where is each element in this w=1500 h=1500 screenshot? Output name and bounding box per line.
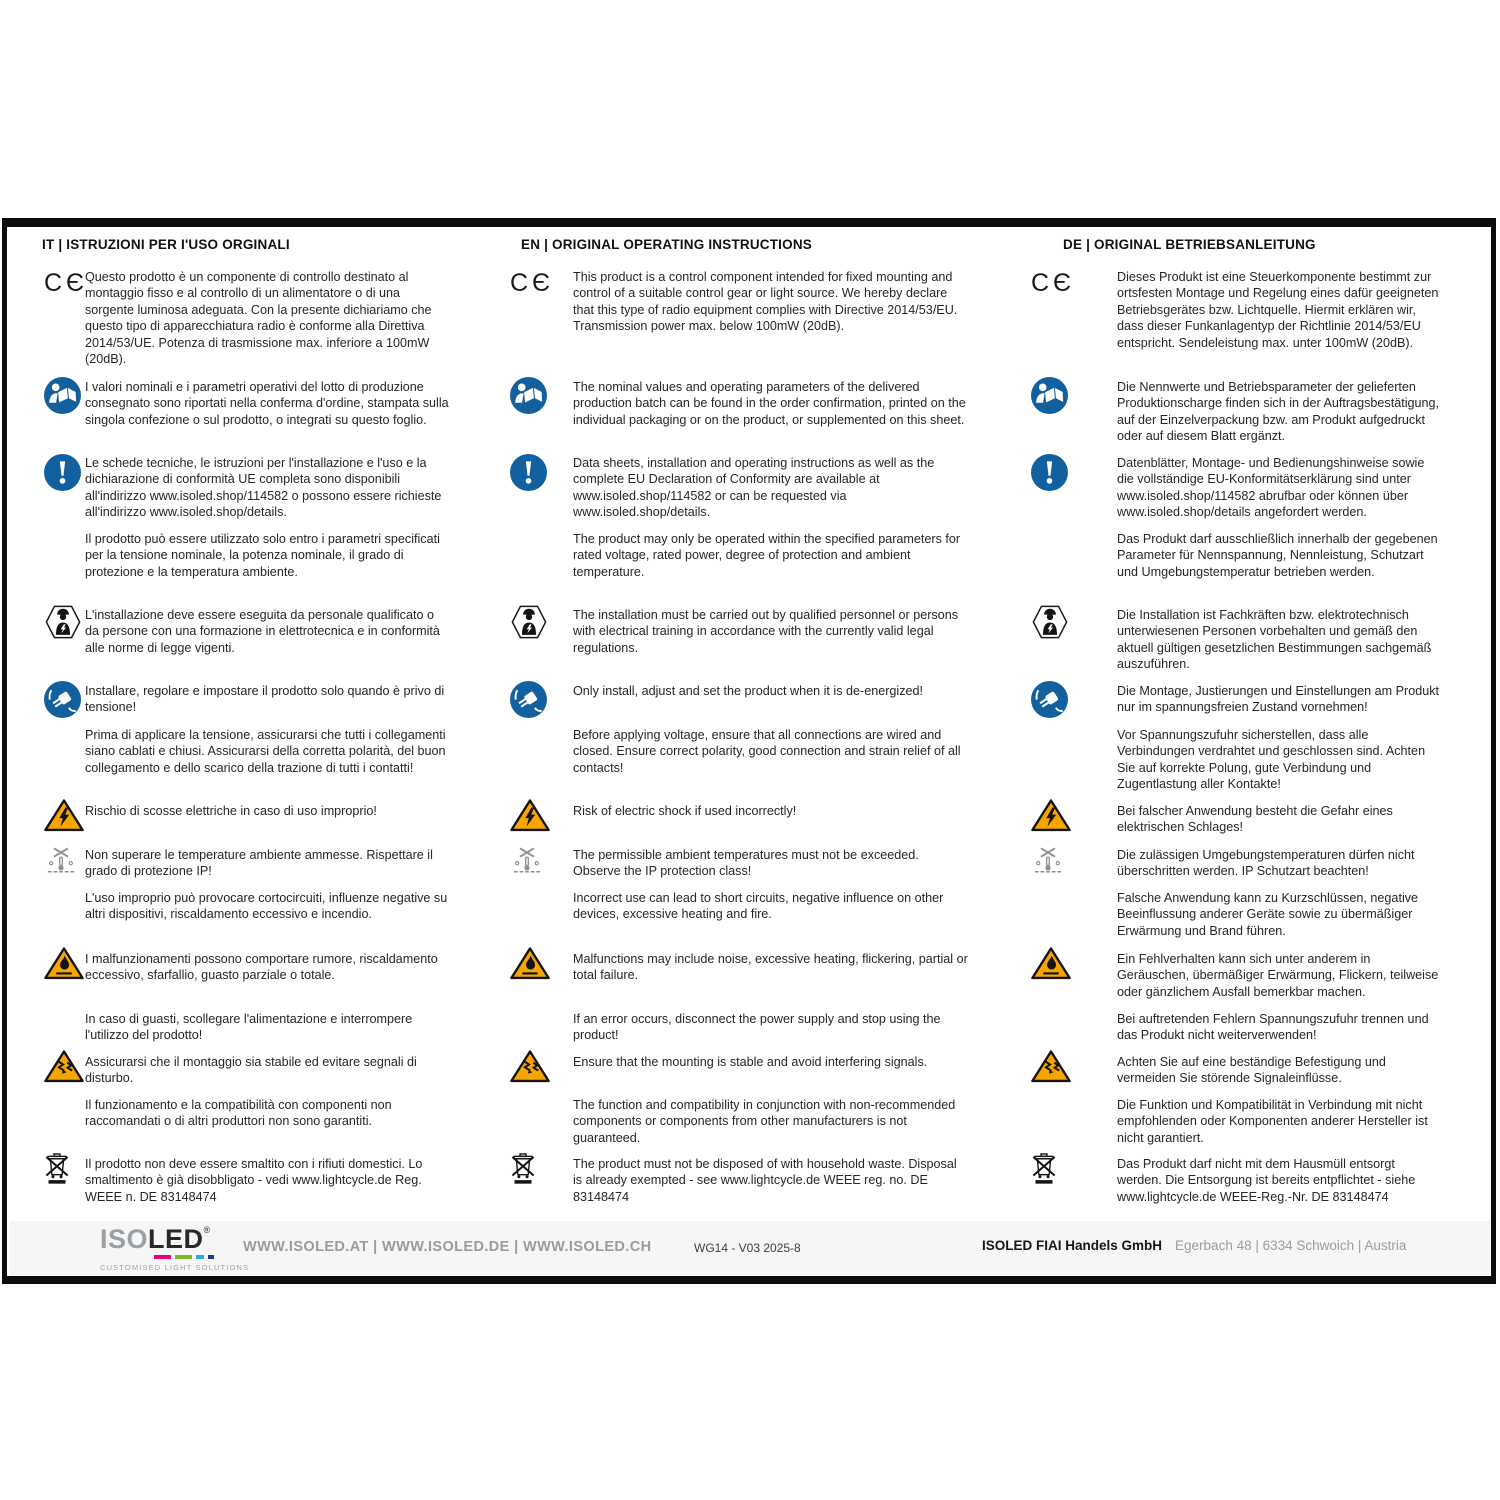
de-paragraph-disposal: Das Produkt darf nicht mit dem Hausmüll entsorgt werden. Die Entsorgung ist bereits entpflichtet - siehe www.lightcycle.de WEEE-Reg.-Nr. DE 83148474: [1117, 1157, 1416, 1204]
en-paragraph-malfunctions: Malfunctions may include noise, excessive heating, flickering, partial or total failure.: [573, 952, 968, 983]
column-header-en: EN | ORIGINAL OPERATING INSTRUCTIONS: [521, 237, 812, 252]
logo-bar-green: [175, 1255, 192, 1259]
it-paragraph-mounting: Assicurarsi che il montaggio sia stabile ed evitare segnali di disturbo.: [85, 1055, 417, 1086]
de-paragraph-error: Bei auftretenden Fehlern Spannungszufuhr trennen und das Produkt nicht weiterverwenden!: [1117, 1012, 1429, 1043]
it-paragraph-malfunctions: I malfunzionamenti possono comportare rumore, riscaldamento eccessivo, sfarfallio, guasto parziale o totale.: [85, 952, 438, 983]
footer-company-line: [982, 1238, 1406, 1253]
en-paragraph-disposal: The product must not be disposed of with household waste. Disposal is already exempted - see www.lightcycle.de WEEE reg. no. DE 83148474: [573, 1157, 957, 1204]
de-paragraph-mounting: Achten Sie auf eine beständige Befestigung und vermeiden Sie störende Signaleinflüsse.: [1117, 1055, 1386, 1086]
ce-mark-icon: CЄ: [44, 269, 89, 297]
logo-bar-darkblue: [208, 1255, 214, 1259]
column-header-de: DE | ORIGINAL BETRIEBSANLEITUNG: [1063, 237, 1316, 252]
en-paragraph-datasheets: Data sheets, installation and operating instructions as well as the complete EU Declaration of Conformity are available at www.isoled.shop/114582 or can be requested via www.isoled.shop/details.: [573, 456, 935, 520]
en-paragraph-shock: Risk of electric shock if used incorrectly!: [573, 804, 797, 818]
de-paragraph-parameters: Das Produkt darf ausschließlich innerhalb der gegebenen Parameter für Nennspannung, Nennleistung, Schutzart und Umgebungstemperatur betrieben werden.: [1117, 532, 1438, 579]
en-paragraph-before-voltage: Before applying voltage, ensure that all connections are wired and closed. Ensure correct polarity, good connection and strain relief of all contacts!: [573, 728, 961, 775]
en-paragraph-ce: This product is a control component intended for fixed mounting and control of a suitable control gear or light source. We hereby declare that this type of radio equipment complies with Directive 2014/53/EU. Transmission power max. below 100mW (20dB).: [573, 270, 958, 334]
en-paragraph-error: If an error occurs, disconnect the power supply and stop using the product!: [573, 1012, 941, 1043]
footer-document-code: WG14 - V03 2025-8: [694, 1241, 801, 1255]
de-paragraph-compatibility: Die Funktion und Kompatibilität in Verbindung mit nicht empfohlenden oder Komponenten anderer Hersteller ist nicht garantiert.: [1117, 1098, 1428, 1145]
ce-mark-icon: CЄ: [510, 269, 555, 297]
it-paragraph-parameters: Il prodotto può essere utilizzato solo entro i parametri specificati per la tensione nominale, la potenza nominale, il grado di protezione e la temperatura ambiente.: [85, 532, 440, 579]
it-paragraph-compatibility: Il funzionamento e la compatibilità con componenti non raccomandati o di altri produttori non sono garantiti.: [85, 1098, 392, 1129]
de-paragraph-installation: Die Installation ist Fachkräften bzw. elektrotechnisch unterwiesenen Personen vorbehalten und gemäß den aktuell gültigen gesetzlichen Bestimmungen sachgemäß auszuführen.: [1117, 608, 1432, 672]
logo-bar-blue: [196, 1255, 204, 1259]
de-paragraph-incorrect-use: Falsche Anwendung kann zu Kurzschlüssen, negative Beeinflussung anderer Geräte sowie zu übermäßiger Erwärmung und Brand führen.: [1117, 891, 1419, 938]
logo-registered-mark: ®: [203, 1225, 211, 1235]
logo-led-text: LED: [148, 1224, 204, 1254]
logo-iso-text: ISO: [100, 1224, 149, 1254]
it-paragraph-installation: L'installazione deve essere eseguita da personale qualificato o da persone con una formazione in elettrotecnica e in conformità alle norme di legge vigenti.: [85, 608, 440, 655]
it-paragraph-shock: Rischio di scosse elettriche in caso di uso improprio!: [85, 804, 377, 818]
en-paragraph-installation: The installation must be carried out by qualified personnel or persons with electrical training in accordance with the currently valid legal regulations.: [573, 608, 959, 655]
it-paragraph-deenergized: Installare, regolare e impostare il prodotto solo quando è privo di tensione!: [85, 684, 445, 715]
page-border-frame: [2, 218, 1496, 1284]
it-paragraph-datasheets: Le schede tecniche, le istruzioni per l'installazione e l'uso e la dichiarazione di conformità UE completa sono disponibili all'indirizzo www.isoled.shop/114582 o possono essere richieste all'indirizzo www.isoled.shop/details.: [85, 456, 442, 520]
isoled-logo: [100, 1226, 249, 1272]
en-paragraph-parameters: The product may only be operated within the specified parameters for rated voltage, rated power, degree of protection and ambient temperature.: [573, 532, 961, 579]
de-paragraph-temperature: Die zulässigen Umgebungstemperaturen dürfen nicht überschritten werden. IP Schutzart beachten!: [1117, 848, 1415, 879]
en-paragraph-incorrect-use: Incorrect use can lead to short circuits, negative influence on other devices, excessive heating and fire.: [573, 891, 944, 922]
de-paragraph-before-voltage: Vor Spannungszufuhr sicherstellen, dass alle Verbindungen verdrahtet und geschlossen sind. Achten Sie auf korrekte Polung, gute Verbindung und Zugentlastung aller Kontakte!: [1117, 728, 1426, 792]
it-paragraph-incorrect-use: L'uso improprio può provocare cortocircuiti, influenze negative su altri dispositivi, riscaldamento eccessivo e incendio.: [85, 891, 448, 922]
logo-bar-pink: [154, 1255, 171, 1259]
ce-mark-icon: CЄ: [1031, 269, 1076, 297]
footer-company-name: ISOLED FIAI Handels GmbH: [982, 1238, 1163, 1253]
de-paragraph-ce: Dieses Produkt ist eine Steuerkomponente bestimmt zur ortsfesten Montage und Regelung eines dafür geeigneten Betriebsgerätes bzw. Lichtquelle. Hiermit erklären wir, dass dieser Funkanlagentyp der Richtlinie 2014/53/EU entspricht. Sendeleistung max. unter 100mW (20dB).: [1117, 270, 1439, 350]
de-paragraph-deenergized: Die Montage, Justierungen und Einstellungen am Produkt nur im spannungsfreien Zustand vornehmen!: [1117, 684, 1440, 715]
it-paragraph-nominal-values: I valori nominali e i parametri operativi del lotto di produzione consegnato sono riportati nella conferma d'ordine, stampata sulla singola confezione o sul prodotto, o integrati su questo foglio.: [85, 380, 449, 427]
it-paragraph-ce: Questo prodotto è un componente di controllo destinato al montaggio fisso e al controllo di un alimentatore o di una sorgente luminosa adeguata. Con la presente dichiariamo che questo tipo di apparecchiatura radio è conforme alla Direttiva 2014/53/UE. Potenza di trasmissione max. inferiore a 100mW (20dB).: [85, 270, 432, 367]
de-paragraph-shock: Bei falscher Anwendung besteht die Gefahr eines elektrischen Schlages!: [1117, 804, 1393, 835]
en-paragraph-compatibility: The function and compatibility in conjunction with non-recommended components or components from other manufacturers is not guaranteed.: [573, 1098, 956, 1145]
en-paragraph-mounting: Ensure that the mounting is stable and avoid interfering signals.: [573, 1055, 928, 1069]
it-paragraph-error: In caso di guasti, scollegare l'alimentazione e interrompere l'utilizzo del prodotto!: [85, 1012, 413, 1043]
de-paragraph-nominal-values: Die Nennwerte und Betriebsparameter der gelieferten Produktionscharge finden sich in der Auftragsbestätigung, auf der Einzelverpackung bzw. am Produkt aufgedruckt oder auf diesem Blatt ergänzt.: [1117, 380, 1440, 444]
it-paragraph-before-voltage: Prima di applicare la tensione, assicurarsi che tutti i collegamenti siano cablati e chiusi. Assicurarsi della corretta polarità, del buon collegamento e dello scarico della trazione di tutti i contatti!: [85, 728, 446, 775]
en-paragraph-deenergized: Only install, adjust and set the product when it is de-energized!: [573, 684, 924, 698]
en-paragraph-nominal-values: The nominal values and operating parameters of the delivered production batch can be found in the order confirmation, printed on the individual packaging or on the product, or supplemented on this sheet.: [573, 380, 966, 427]
footer-websites: WWW.ISOLED.AT | WWW.ISOLED.DE | WWW.ISOLED.CH: [243, 1239, 652, 1255]
logo-tagline: CUSTOMISED LIGHT SOLUTIONS: [100, 1262, 250, 1272]
it-paragraph-temperature: Non superare le temperature ambiente ammesse. Rispettare il grado di protezione IP!: [85, 848, 433, 879]
en-paragraph-temperature: The permissible ambient temperatures must not be exceeded. Observe the IP protection class!: [573, 848, 919, 879]
it-paragraph-disposal: Il prodotto non deve essere smaltito con i rifiuti domestici. Lo smaltimento è già disobbligato - vedi www.lightcycle.de Reg. WEEE n. DE 83148474: [85, 1157, 423, 1204]
isoled-logo-wordmark: [100, 1226, 249, 1253]
de-paragraph-malfunctions: Ein Fehlverhalten kann sich unter anderem in Geräuschen, übermäßiger Erwärmung, Flickern, teilweise oder gänzlichem Ausfall bemerkbar machen.: [1117, 952, 1439, 999]
logo-color-bars: [154, 1255, 249, 1259]
column-header-it: IT | ISTRUZIONI PER I'USO ORGINALI: [42, 237, 290, 252]
footer-company-address: Egerbach 48 | 6334 Schwoich | Austria: [1175, 1238, 1407, 1253]
de-paragraph-datasheets: Datenblätter, Montage- und Bedienungshinweise sowie die vollständige EU-Konformitätserklärung sind unter www.isoled.shop/114582 abrufbar oder können über www.isoled.shop/details angefordert werden.: [1117, 456, 1425, 520]
